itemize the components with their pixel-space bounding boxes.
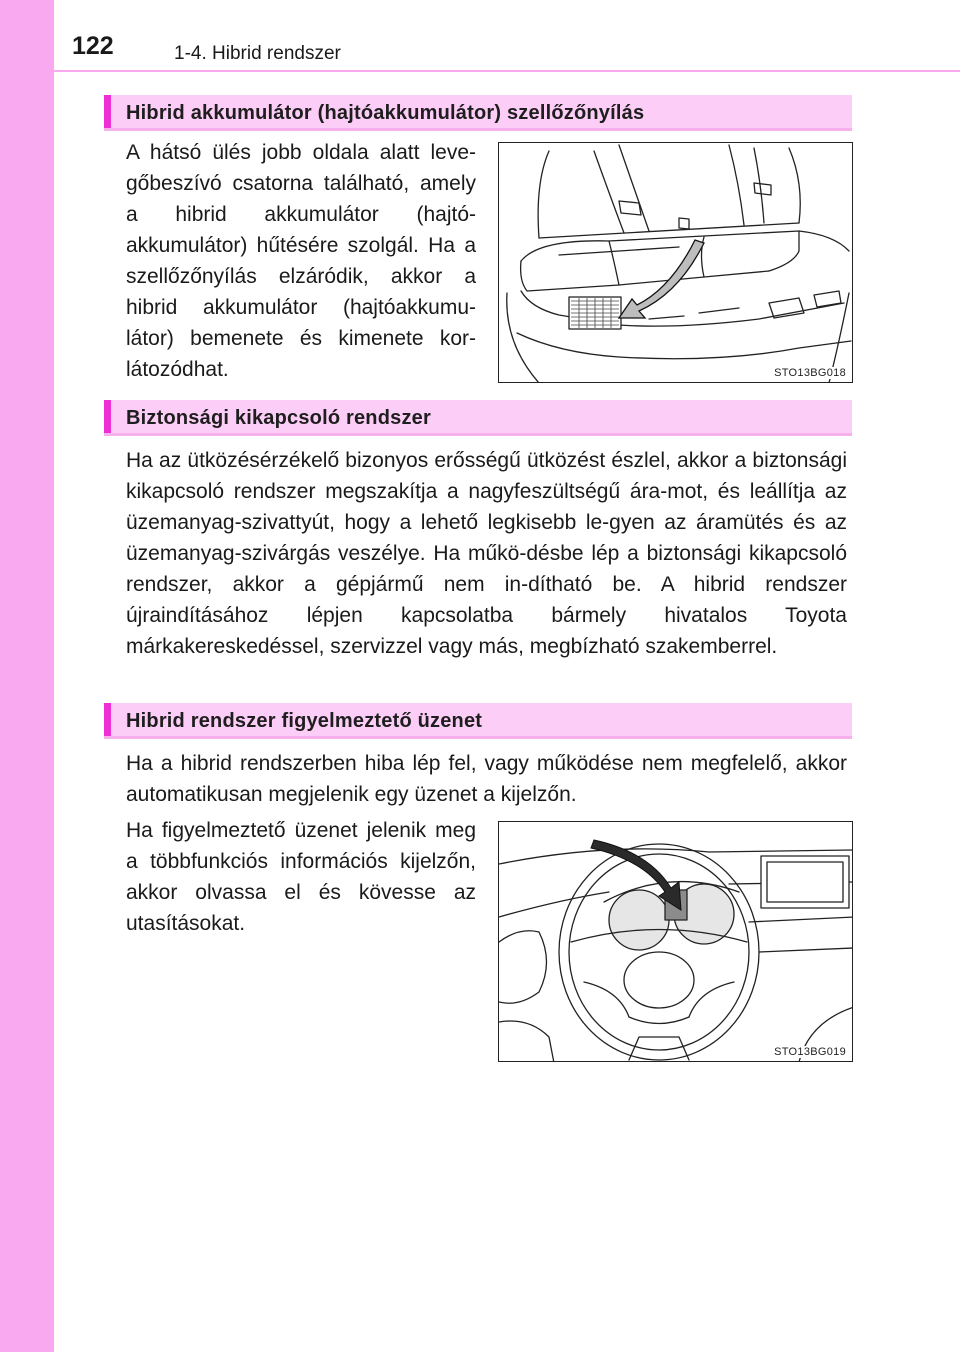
safety-shutoff-paragraph: Ha az ütközésérzékelő bizonyos erősségű ütközést észlel, akkor a biztonsági kikapcsoló rendszer megszakítja a nagyfeszültségű ára-mot, és leállítja az üzemanyag-szivattyút, hogy a lehető legkisebb le-gyen az áramütés és az üzemanyag-szivárgás veszélye. Ha műkö-désbe lép a biztonsági kikapcsoló rendszer, akkor a gépjármű nem in-dítható be. A hibrid rendszer újraindításához lépjen kapcsolatba bármely hivatalos Toyota márkakereskedéssel, szervizzel vagy más, megbízható szakemberrel. — [126, 449, 847, 658]
rear-seat-vent-illustration — [498, 142, 853, 383]
warning-message-paragraph: Ha a hibrid rendszerben hiba lép fel, vagy működése nem megfelelő, akkor automatikusan megjelenik egy üzenet a kijelzőn. — [126, 752, 847, 806]
header-rule — [54, 70, 960, 72]
dashboard-drawing — [499, 822, 853, 1062]
rear-seat-drawing — [499, 143, 853, 383]
chapter-side-band — [0, 0, 54, 1352]
page-number: 122 — [72, 32, 114, 60]
section-heading-warning-message — [104, 703, 852, 739]
battery-vent-paragraph: A hátsó ülés jobb oldala alatt leve-gőbeszívó csatorna található, amely a hibrid akkumulátor (hajtó-akkumulátor) hűtésére szolgál. Ha a szellőzőnyílás elzáródik, akkor a hibrid akkumulátor (hajtóakkumu-látor) bemenete és kimenete kor-látozódhat. — [126, 141, 476, 381]
instrument-cluster-illustration — [498, 821, 853, 1062]
section-heading-safety-shutoff — [104, 400, 852, 436]
figure-code: STO13BG019 — [774, 1046, 846, 1058]
section-heading-text: Hibrid akkumulátor (hajtóakkumulátor) szellőzőnyílás — [126, 102, 645, 124]
section-heading-battery-vent — [104, 95, 852, 131]
warning-instructions-paragraph: Ha figyelmeztető üzenet jelenik meg a többfunkciós információs kijelzőn, akkor olvassa el és kövesse az utasításokat. — [126, 819, 476, 935]
chapter-title: 1-4. Hibrid rendszer — [174, 43, 341, 64]
section-heading-text: Biztonsági kikapcsoló rendszer — [126, 407, 431, 429]
arrow-icon — [619, 240, 704, 318]
section-heading-text: Hibrid rendszer figyelmeztető üzenet — [126, 710, 483, 732]
figure-code: STO13BG018 — [774, 367, 846, 379]
